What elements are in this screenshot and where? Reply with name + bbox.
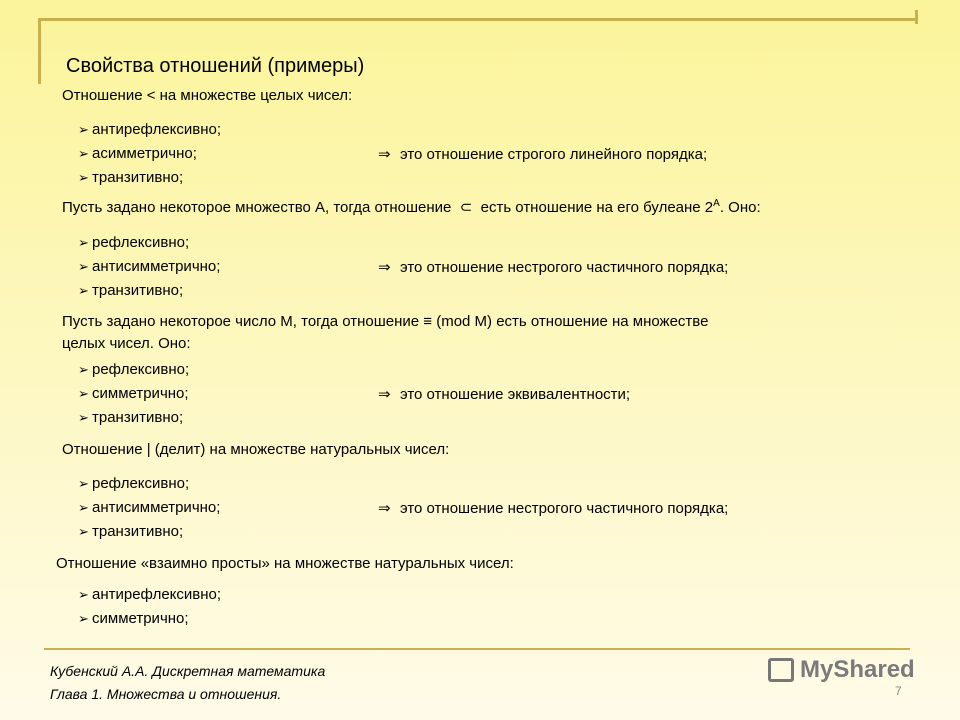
arrow-bullet-icon: ➢ (78, 122, 89, 137)
bullet-text: антирефлексивно; (92, 121, 222, 138)
bullet-text: симметрично; (92, 385, 189, 402)
arrow-bullet-icon: ➢ (78, 611, 89, 626)
s4-conclusion (378, 499, 728, 517)
implies-icon: ⇒ (378, 500, 391, 517)
page-number: 7 (895, 684, 902, 698)
s1-heading: Отношение < на множестве целых чисел: (62, 87, 353, 104)
s4-bullet-1 (78, 475, 189, 492)
arrow-bullet-icon: ➢ (78, 283, 89, 298)
bullet-text: рефлексивно; (92, 475, 190, 492)
s2-bullet-1 (78, 234, 189, 251)
s3-bullet-3 (78, 409, 183, 426)
conclusion-text: это отношение нестрогого частичного порядка; (400, 500, 729, 517)
slide-title: Свойства отношений (примеры) (66, 55, 365, 77)
arrow-bullet-icon: ➢ (78, 500, 89, 515)
arrow-bullet-icon: ➢ (78, 170, 89, 185)
s4-bullet-3 (78, 523, 183, 540)
arrow-bullet-icon: ➢ (78, 146, 89, 161)
frame-top-line (38, 18, 918, 21)
arrow-bullet-icon: ➢ (78, 235, 89, 250)
arrow-bullet-icon: ➢ (78, 259, 89, 274)
s2-heading-c: . Оно: (719, 199, 761, 216)
bullet-text: антисимметрично; (92, 499, 221, 516)
s3-bullet-2 (78, 385, 189, 402)
s3-heading-line-2: целых чисел. Оно: (62, 335, 191, 352)
s1-bullet-3 (78, 169, 183, 186)
frame-tick (915, 10, 918, 24)
bullet-text: антирефлексивно; (92, 586, 222, 603)
conclusion-text: это отношение нестрогого частичного порядка; (400, 259, 729, 276)
bullet-text: рефлексивно; (92, 361, 190, 378)
s5-heading: Отношение «взаимно просты» на множестве натуральных чисел: (56, 555, 514, 572)
s2-conclusion (378, 258, 728, 276)
s2-bullet-3 (78, 282, 183, 299)
s1-bullet-2 (78, 145, 197, 162)
s2-heading-b: есть отношение на его булеане 2 (480, 199, 714, 216)
bullet-text: транзитивно; (92, 169, 184, 186)
bullet-text: асимметрично; (92, 145, 197, 162)
bullet-text: транзитивно; (92, 523, 184, 540)
arrow-bullet-icon: ➢ (78, 587, 89, 602)
footer-chapter: Глава 1. Множества и отношения. (50, 686, 282, 702)
s3-bullet-1 (78, 361, 189, 378)
s5-bullet-2 (78, 610, 189, 627)
implies-icon: ⇒ (378, 386, 391, 403)
s2-heading (62, 198, 761, 216)
watermark-logo (768, 656, 915, 684)
arrow-bullet-icon: ➢ (78, 386, 89, 401)
bullet-text: рефлексивно; (92, 234, 190, 251)
s1-conclusion (378, 145, 707, 163)
footer-author: Кубенский А.А. Дискретная математика (50, 663, 326, 679)
s3-heading-line-1: Пусть задано некоторое число M, тогда отношение ≡ (mod M) есть отношение на множестве (62, 313, 709, 330)
bullet-text: симметрично; (92, 610, 189, 627)
footer-divider (44, 648, 910, 650)
s5-bullet-1 (78, 586, 221, 603)
s1-bullet-1 (78, 121, 221, 138)
s3-conclusion (378, 385, 630, 403)
logo-icon (768, 658, 794, 682)
bullet-text: транзитивно; (92, 282, 184, 299)
bullet-text: антисимметрично; (92, 258, 221, 275)
arrow-bullet-icon: ➢ (78, 524, 89, 539)
arrow-bullet-icon: ➢ (78, 362, 89, 377)
conclusion-text: это отношение строгого линейного порядка; (400, 146, 708, 163)
s2-heading-a: Пусть задано некоторое множество A, тогда отношение (62, 199, 452, 216)
frame-left-line (38, 18, 41, 84)
s2-heading-sup: A (713, 198, 720, 209)
s2-bullet-2 (78, 258, 220, 275)
s4-bullet-2 (78, 499, 220, 516)
logo-text: MyShared (800, 656, 915, 683)
implies-icon: ⇒ (378, 146, 391, 163)
arrow-bullet-icon: ➢ (78, 410, 89, 425)
conclusion-text: это отношение эквивалентности; (400, 386, 631, 403)
s4-heading: Отношение | (делит) на множестве натуральных чисел: (62, 441, 450, 458)
implies-icon: ⇒ (378, 259, 391, 276)
subset-icon: ⊂ (459, 199, 473, 216)
arrow-bullet-icon: ➢ (78, 476, 89, 491)
bullet-text: транзитивно; (92, 409, 184, 426)
